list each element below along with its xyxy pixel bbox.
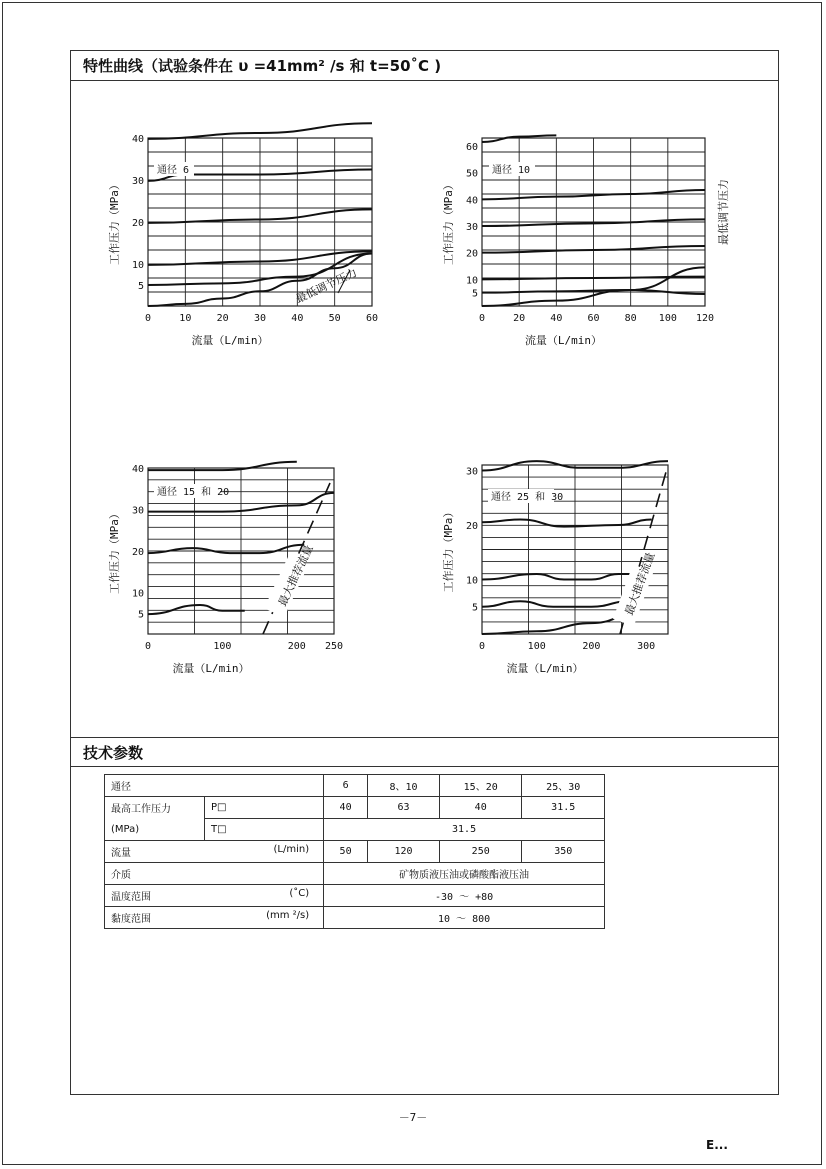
y-tick-label: 5 [137, 281, 144, 292]
y-tick-label: 5 [137, 609, 144, 621]
brand-logo: E... [706, 1138, 728, 1152]
x-tick-label: 200 [582, 641, 601, 652]
series-line [482, 615, 635, 634]
table-row [105, 841, 605, 863]
y-tick-label: 20 [465, 520, 478, 532]
series-line [148, 605, 245, 614]
table-cell: 350 [522, 841, 605, 863]
x-tick-label: 40 [550, 313, 563, 324]
y-tick-label: 40 [131, 464, 144, 475]
flow-label: 流量 [111, 848, 131, 859]
chart-annotation: 最大推荐流量 [275, 542, 316, 609]
x-tick-label: 30 [253, 313, 267, 324]
x-tick-label: 60 [365, 313, 379, 324]
parameter-table [104, 774, 605, 929]
x-tick-label: 50 [328, 313, 341, 324]
table-row [105, 885, 605, 907]
y-axis-label: 工作压力（MPa） [108, 179, 121, 265]
y-tick-label: 40 [131, 134, 144, 145]
table-row [105, 819, 605, 841]
chart-annotation: 最大推荐流量 [622, 550, 658, 618]
chart-size-label: 通径 15 和 20 [157, 487, 230, 498]
visc-unit: (mm ²/s) [266, 910, 310, 921]
y-tick-label: 40 [465, 195, 478, 207]
temp-label: 温度范围 [111, 892, 151, 903]
x-tick-label: 100 [658, 313, 677, 324]
x-tick-label: 0 [478, 641, 486, 652]
y-tick-label: 30 [131, 505, 144, 517]
table-cell: -30 ～ +80 [324, 885, 605, 907]
table-cell: 31.5 [522, 797, 605, 819]
x-tick-label: 100 [213, 641, 232, 652]
table-cell [105, 885, 324, 907]
chart-size-label: 通径 10 [492, 165, 531, 176]
chart-size-label: 通径 6 [157, 165, 190, 176]
visc-label: 黏度范围 [111, 914, 151, 925]
table-cell: 250 [439, 841, 522, 863]
y-tick-label: 30 [465, 466, 478, 478]
x-tick-label: 120 [695, 313, 715, 324]
series-line [482, 574, 641, 579]
x-tick-label: 200 [287, 641, 306, 652]
table-cell: T□ [205, 819, 324, 841]
y-tick-label: 50 [465, 168, 478, 180]
x-tick-label: 80 [624, 313, 637, 324]
x-axis-label: 流量（L/min） [524, 334, 603, 347]
x-tick-label: 10 [179, 313, 192, 324]
table-cell: (MPa) [105, 819, 205, 841]
x-tick-label: 100 [527, 641, 546, 652]
table-cell: 63 [368, 797, 440, 819]
y-tick-label: 10 [465, 575, 478, 587]
y-tick-label: 20 [131, 547, 144, 558]
y-tick-label: 5 [471, 602, 478, 614]
y-tick-label: 30 [131, 176, 144, 187]
y-tick-label: 10 [131, 588, 144, 600]
table-cell: 10 ～ 800 [324, 907, 605, 929]
x-tick-label: 40 [291, 313, 304, 324]
table-cell: 40 [439, 797, 522, 819]
x-axis-label: 流量（L/min） [172, 662, 250, 675]
table-cell: 40 [324, 797, 368, 819]
temp-unit: (˚C) [289, 888, 310, 899]
series-line [148, 545, 304, 553]
x-tick-label: 250 [324, 641, 344, 652]
table-row [105, 863, 605, 885]
table-cell: P□ [205, 797, 324, 819]
table-cell [105, 841, 324, 863]
chart-annotation: 最低调节压力 [293, 266, 360, 306]
x-tick-label: 0 [478, 313, 486, 324]
x-axis-label: 流量（L/min） [191, 334, 269, 347]
x-tick-label: 0 [144, 641, 152, 652]
y-axis-label: 工作压力（MPa） [442, 179, 455, 265]
table-cell: 25、30 [522, 775, 605, 797]
table-cell: 矿物质液压油或磷酸酯液压油 [324, 863, 605, 885]
flow-unit: (L/min) [273, 844, 310, 855]
section-title-parameters: 技术参数 [71, 737, 778, 767]
table-row [105, 775, 605, 797]
y-tick-label: 20 [131, 218, 144, 229]
table-cell: 120 [368, 841, 440, 863]
table-cell: 通径 [105, 775, 324, 797]
x-axis-label: 流量（L/min） [506, 662, 584, 675]
table-cell: 50 [324, 841, 368, 863]
y-tick-label: 60 [465, 142, 478, 153]
table-cell: 介质 [105, 863, 324, 885]
x-tick-label: 20 [216, 313, 229, 324]
x-tick-label: 300 [637, 641, 656, 652]
table-row [105, 907, 605, 929]
chart-annotation: 最低调节压力 [717, 179, 730, 245]
page-number: －7－ [398, 1111, 428, 1124]
table-cell: 15、20 [439, 775, 522, 797]
y-tick-label: 10 [465, 275, 478, 287]
series-line [148, 123, 372, 139]
y-tick-label: 5 [471, 288, 478, 300]
x-tick-label: 20 [513, 313, 526, 324]
table-cell: 8、10 [368, 775, 440, 797]
table-row [105, 797, 605, 819]
y-tick-label: 30 [465, 222, 478, 233]
table-cell [105, 907, 324, 929]
section-title-curves: 特性曲线（试验条件在 υ =41mm² /s 和 t=50˚C ) [71, 51, 778, 81]
table-cell: 6 [324, 775, 368, 797]
y-tick-label: 20 [465, 248, 478, 260]
table-cell: 31.5 [324, 819, 605, 841]
table-cell: 最高工作压力 [105, 797, 205, 819]
x-tick-label: 60 [587, 313, 600, 324]
series-line [148, 462, 297, 470]
series-line [482, 601, 630, 606]
y-tick-label: 10 [131, 260, 144, 271]
x-tick-label: 0 [144, 313, 152, 324]
chart-size-label: 通径 25 和 30 [491, 492, 564, 503]
y-axis-label: 工作压力（MPa） [442, 506, 455, 593]
y-axis-label: 工作压力（MPa） [108, 508, 121, 594]
